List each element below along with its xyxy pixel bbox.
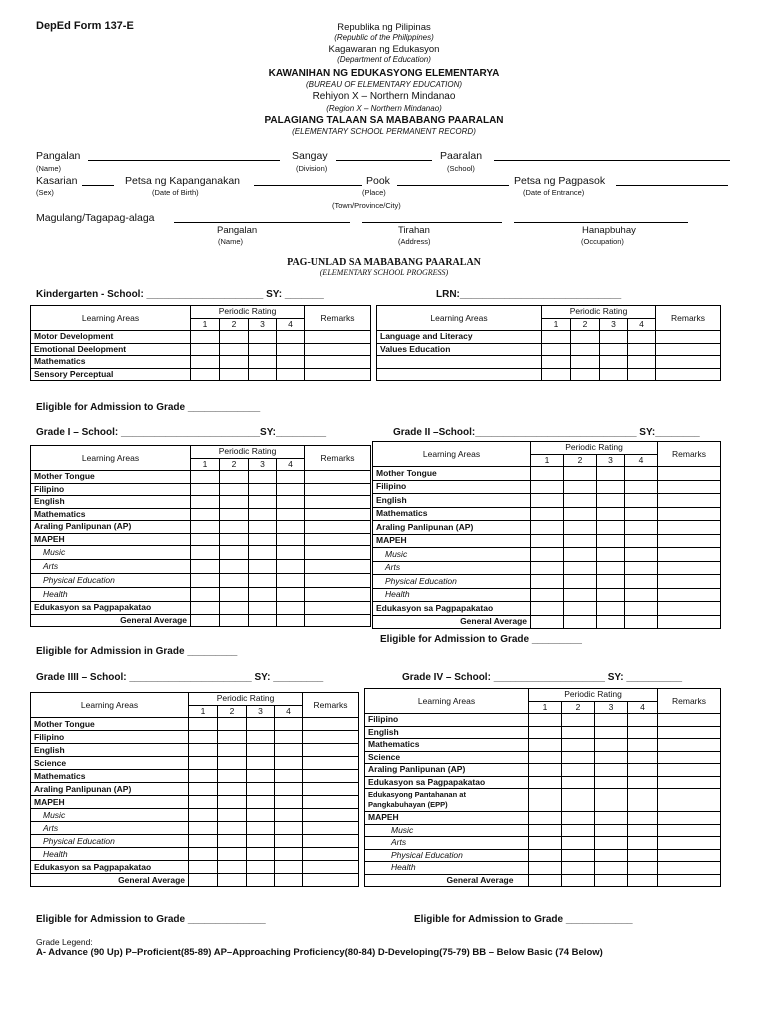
table-row: Mathematics — [31, 508, 371, 521]
header-record-en: (ELEMENTARY SCHOOL PERMANENT RECORD) — [292, 127, 476, 136]
col-periodic-rating: Periodic Rating — [191, 306, 305, 319]
table-row: Mother Tongue — [373, 467, 721, 481]
label-petsa-pagpasok: Petsa ng Pagpasok — [514, 175, 606, 187]
table-row — [31, 874, 359, 887]
sub-p-name: (Name) — [218, 237, 244, 246]
header-republic-en: (Republic of the Philippines) — [334, 33, 434, 42]
table-row: Mother Tongue — [31, 718, 359, 731]
table-row: Music — [31, 546, 371, 560]
progress-title-en: (ELEMENTARY SCHOOL PROGRESS) — [319, 268, 449, 277]
label-petsa-kapanganakan: Petsa ng Kapanganakan — [125, 175, 241, 187]
table-row: Values Education — [377, 343, 721, 356]
col-q2: 2 — [220, 318, 249, 331]
grade3-heading: Grade IIII – School: ______________________ SY: _________ — [36, 672, 324, 683]
legend-text: A- Advance (90 Up) P–Proficient(85-89) AP–Approaching Proficiency(80-84) D-Developing(75-79) BB – Below Basic (74 Below) — [36, 947, 603, 958]
sub-dob: (Date of Birth) — [152, 188, 199, 197]
grade3-table: Learning Areas Periodic Rating Remarks 1 2 3 4 Mother Tongue Filipino English Science Mathematics Araling Panlipunan (AP) MAPEH Music Arts Physical Education Health Edukasyon sa Pagpapakatao General Average — [30, 692, 359, 887]
grade4-heading: Grade IV – School: ____________________ SY: __________ — [402, 672, 683, 683]
table-row: Emotional Deelopment — [31, 343, 371, 356]
label-magulang: Magulang/Tagapag-alaga — [36, 212, 155, 224]
col-remarks: Remarks — [305, 446, 371, 471]
grade1-heading: Grade I – School: _________________________SY:_________ — [36, 427, 327, 438]
table-row: English — [31, 496, 371, 509]
table-row: Arts — [373, 561, 721, 575]
form-id: DepEd Form 137-E — [36, 20, 134, 32]
kinder-heading: Kindergarten - School: _____________________ SY: _______ — [36, 289, 324, 300]
col-learning-areas: Learning Areas — [31, 446, 191, 471]
division-field[interactable] — [336, 160, 432, 161]
label-kasarian: Kasarian — [36, 175, 78, 187]
header-bureau-en: (BUREAU OF ELEMENTARY EDUCATION) — [305, 80, 463, 89]
kinder-eligible: Eligible for Admission to Grade _____________ — [36, 402, 261, 413]
table-row: Sensory Perceptual — [31, 368, 371, 381]
table-row: Araling Panlipunan (AP) — [31, 783, 359, 796]
doe-field[interactable] — [616, 185, 728, 186]
col-learning-areas: Learning Areas — [373, 442, 531, 467]
progress-title: PAG-UNLAD SA MABABANG PAARALAN — [287, 257, 481, 268]
grade3-eligible: Eligible for Admission to Grade ______________ — [36, 914, 266, 925]
table-row: Motor Development — [31, 331, 371, 344]
col-learning-areas: Learning Areas — [31, 306, 191, 331]
grade4-eligible: Eligible for Admission to Grade ____________ — [414, 914, 633, 925]
col-periodic-rating: Periodic Rating — [531, 442, 658, 455]
sub-place: (Place) — [362, 188, 386, 197]
sub-address: (Address) — [398, 237, 431, 246]
label-paaralan: Paaralan — [440, 150, 483, 162]
parent-occupation-field[interactable] — [514, 222, 688, 223]
table-row: Physical Education — [31, 574, 371, 588]
sub-occupation: (Occupation) — [581, 237, 624, 246]
name-field[interactable] — [88, 160, 280, 161]
legend-title: Grade Legend: — [36, 937, 93, 947]
col-q4: 4 — [277, 318, 305, 331]
label-sangay: Sangay — [292, 150, 328, 162]
table-row — [31, 614, 371, 627]
table-row: MAPEH — [373, 534, 721, 548]
general-average-label: General Average — [31, 614, 191, 627]
table-row: Mother Tongue — [31, 471, 371, 484]
general-average-label: General Average — [365, 874, 529, 887]
kinder-lrn: LRN:_____________________________ — [436, 289, 622, 300]
kinder-left-table — [30, 305, 371, 381]
col-remarks: Remarks — [656, 306, 721, 331]
col-remarks: Remarks — [305, 306, 371, 331]
table-row: Edukasyon sa Pagpapakatao — [373, 602, 721, 616]
table-row: Science — [365, 751, 721, 764]
general-average-label: General Average — [373, 615, 531, 629]
table-row: Health — [31, 588, 371, 602]
header-bureau: KAWANIHAN NG EDUKASYONG ELEMENTARYA — [268, 68, 500, 79]
col-learning-areas: Learning Areas — [365, 689, 529, 714]
col-q3: 3 — [249, 318, 277, 331]
table-row: MAPEH — [365, 812, 721, 825]
place-field[interactable] — [397, 185, 509, 186]
school-field[interactable] — [494, 160, 730, 161]
table-row: Physical Education — [31, 835, 359, 848]
col-periodic-rating: Periodic Rating — [529, 689, 658, 702]
table-row: Araling Panlipunan (AP) — [365, 764, 721, 777]
dob-field[interactable] — [254, 185, 362, 186]
header-region-en: (Region X – Northern Mindanao) — [326, 104, 442, 113]
grade1-table: Learning Areas Periodic Rating Remarks 1 2 3 4 Mother Tongue Filipino English Mathematics Araling Panlipunan (AP) MAPEH Music Arts Physical Education Health Edukasyon sa Pagpapakatao General Average — [30, 445, 371, 627]
col-periodic-rating: Periodic Rating — [542, 306, 656, 319]
sub-tirahan: Tirahan — [398, 225, 430, 236]
table-row: Mathematics — [31, 356, 371, 369]
table-row: Filipino — [31, 731, 359, 744]
table-row: Araling Panlipunan (AP) — [373, 521, 721, 535]
table-row: Edukasyon sa Pagpapakatao — [31, 602, 371, 615]
general-average-label: General Average — [31, 874, 189, 887]
table-row: Music — [365, 824, 721, 837]
header-republic: Republika ng Pilipinas — [337, 22, 431, 33]
table-row — [377, 356, 721, 369]
sub-p-pangalan: Pangalan — [217, 225, 258, 236]
table-row — [377, 368, 721, 381]
col-periodic-rating: Periodic Rating — [191, 446, 305, 459]
parent-address-field[interactable] — [362, 222, 502, 223]
header-dept-en: (Department of Education) — [337, 55, 431, 64]
col-q1: 1 — [191, 318, 220, 331]
header-region: Rehiyon X – Northern Mindanao — [312, 91, 456, 102]
table-row: Arts — [31, 560, 371, 574]
col-remarks: Remarks — [658, 442, 721, 467]
sub-hanapbuhay: Hanapbuhay — [582, 225, 636, 236]
table-row — [373, 615, 721, 629]
col-learning-areas: Learning Areas — [377, 306, 542, 331]
col-periodic-rating: Periodic Rating — [189, 693, 303, 706]
table-row: Mathematics — [31, 770, 359, 783]
grade4-table: Learning Areas Periodic Rating Remarks 1 2 3 4 Filipino English Mathematics Science Araling Panlipunan (AP) Edukasyon sa Pagpapakatao Edukasyong Pantahanan at Pangkabuhayan (EPP) MAPEH Music Arts Physical Education Health General Average — [364, 688, 721, 887]
table-row: Health — [373, 588, 721, 602]
table-row: Health — [31, 848, 359, 861]
grade2-heading: Grade II –School:_____________________________ SY:________ — [393, 427, 700, 438]
table-row: English — [373, 494, 721, 508]
table-row: Music — [31, 809, 359, 822]
sub-name: (Name) — [36, 164, 62, 173]
table-row: Filipino — [31, 483, 371, 496]
sub-school: (School) — [447, 164, 475, 173]
table-row: Araling Panlipunan (AP) — [31, 521, 371, 534]
header-record: PALAGIANG TALAAN SA MABABANG PAARALAN — [264, 115, 504, 126]
table-row: Science — [31, 757, 359, 770]
table-row: Language and Literacy — [377, 331, 721, 344]
sub-sex: (Sex) — [36, 188, 54, 197]
sub-town: (Town/Province/City) — [332, 201, 401, 210]
grade1-eligible: Eligible for Admission in Grade _________ — [36, 646, 238, 657]
table-row: English — [31, 744, 359, 757]
label-pook: Pook — [366, 175, 390, 187]
table-row: MAPEH — [31, 796, 359, 809]
table-row: Arts — [365, 837, 721, 850]
table-row: Mathematics — [373, 507, 721, 521]
table-row: MAPEH — [31, 533, 371, 546]
table-row: Edukasyong Pantahanan at Pangkabuhayan (EPP) — [365, 789, 721, 812]
grade2-table: Learning Areas Periodic Rating Remarks 1 2 3 4 Mother Tongue Filipino English Mathematics Araling Panlipunan (AP) MAPEH Music Arts Physical Education Health Edukasyon sa Pagpapakatao General Average — [372, 441, 721, 629]
table-row: Physical Education — [373, 575, 721, 589]
col-remarks: Remarks — [303, 693, 359, 718]
table-row: Music — [373, 548, 721, 562]
col-remarks: Remarks — [658, 689, 721, 714]
table-row: Edukasyon sa Pagpapakatao — [365, 776, 721, 789]
kinder-right-table: Learning Areas Periodic Rating Remarks 1 2 3 4 Language and Literacy Values Education — [376, 305, 721, 381]
table-row: Health — [365, 862, 721, 875]
col-learning-areas: Learning Areas — [31, 693, 189, 718]
grade2-eligible: Eligible for Admission to Grade _________ — [380, 634, 582, 645]
table-row: Filipino — [373, 480, 721, 494]
sub-division: (Division) — [296, 164, 328, 173]
header-dept: Kagawaran ng Edukasyon — [328, 44, 440, 55]
table-row: Filipino — [365, 714, 721, 727]
table-row: Edukasyon sa Pagpapakatao — [31, 861, 359, 874]
table-row: Arts — [31, 822, 359, 835]
table-row: Mathematics — [365, 739, 721, 752]
table-row: English — [365, 726, 721, 739]
parent-name-field[interactable] — [174, 222, 350, 223]
sub-doe: (Date of Entrance) — [523, 188, 585, 197]
label-pangalan: Pangalan — [36, 150, 81, 162]
table-row — [365, 874, 721, 887]
sex-field[interactable] — [82, 185, 114, 186]
table-row: Physical Education — [365, 849, 721, 862]
